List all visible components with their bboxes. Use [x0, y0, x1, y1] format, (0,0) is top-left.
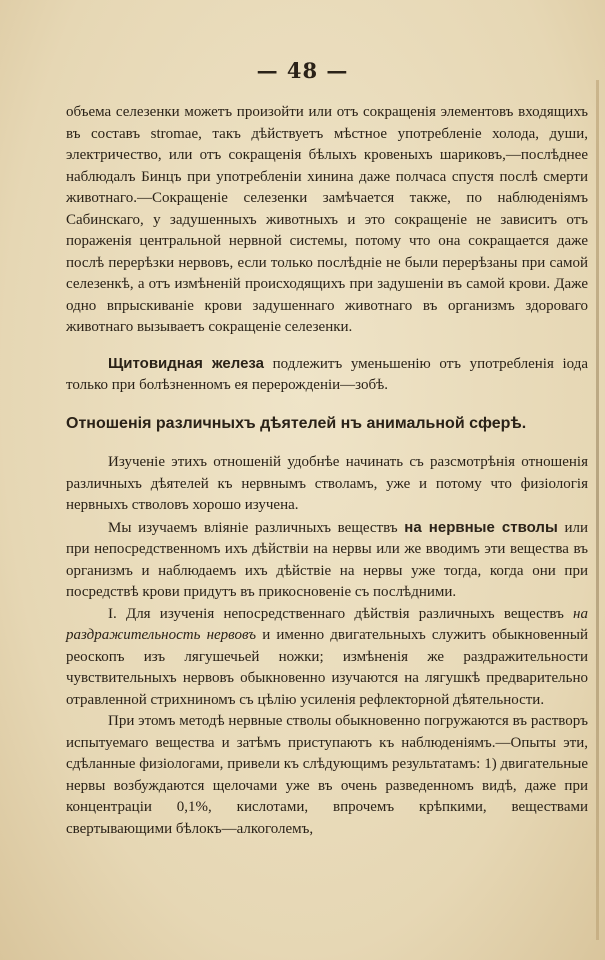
section-heading: Отношенія различныхъ дѣятелей нъ анимальной сферѣ.: [66, 414, 527, 432]
thyroid-text: подлежитъ уменьшенію отъ употребленія іода только при болѣзненномъ ея перерожденіи—зобѣ.: [66, 355, 588, 393]
paragraph-spleen: объема селезенки можетъ произойти или отъ сокращенія элементовъ входящихъ въ составъ stromae, такъ дѣйствуетъ мѣстное употребленіе холода, души, электричество, или отъ сокращенія бѣлыхъ кровеныхъ шариковъ,—послѣднее наблюдалъ Бинцъ при употребленіи хинина даже полчаса спустя послѣ смерти животнаго.—Сокращеніе селезенки замѣчается также, по наблюденіямъ Сабинскаго, у задушенныхъ животныхъ и это сокращеніе не зависитъ отъ пораженія центральной нервной системы, потому что она сокращается даже послѣ перерѣзки нервовъ, если только послѣдніе не были перерѣзаны при самой селезенкѣ, а отъ измѣненій происходящихъ при задушеніи въ самой крови. Даже одно впрыскиваніе крови задушеннаго животнаго въ организмъ здороваго животнаго вызываетъ сокращеніе селезенки.: [66, 104, 588, 335]
term-nerve-trunks: на нервные стволы: [404, 518, 558, 536]
irritability-text-start: I. Для изученія непосредственнаго дѣйствія различныхъ веществъ: [108, 605, 574, 622]
paragraph-method: При этомъ методѣ нервные стволы обыкновенно погружаются въ растворъ испытуемаго вещества и затѣмъ приступаютъ къ наблюденіямъ.—Опыты эти, сдѣланные физіологами, привели къ слѣдующимъ результатамъ: 1) двигательные нервы возбуждаются щелочами уже въ очень разведенномъ видѣ, даже при концентраціи 0,1%, кислотами, впрочемъ крѣпкими, веществами свертывающими бѣлокъ—алкоголемъ,: [66, 713, 588, 837]
nerve-text-start: Мы изучаемъ вліяніе различныхъ веществъ: [108, 519, 405, 536]
body-text: [66, 102, 588, 840]
paragraph-nerve-trunks: [66, 517, 588, 604]
page-edge-shadow: [596, 80, 599, 940]
term-thyroid: Щитовидная железа: [108, 354, 265, 372]
paragraph-thyroid: [66, 353, 588, 397]
paragraph-intro: Изученіе этихъ отношеній удобнѣе начинать съ разсмотрѣнія отношенія различныхъ дѣятелей къ нервнымъ стволамъ, уже и потому что физіологія нервныхъ стволовъ хорошо изучена.: [66, 454, 588, 513]
irritability-text-rest: и именно двигательныхъ служитъ обыкновенный реоскопъ изъ лягушечьей ножки; измѣненія же раздражительности чувствительныхъ нервовъ обыкновенно изучаются на лягушкѣ предварительно отравленной стрихниномъ съ цѣлію усиленія рефлекторной дѣятельности.: [66, 627, 588, 708]
paragraph-irritability: [66, 604, 588, 712]
page-number: — 48 —: [256, 58, 349, 83]
term-irritability: на раздражительность нервовъ: [66, 605, 588, 643]
nerve-text-rest: или при непосредственномъ ихъ дѣйствіи на нервы или же вводимъ эти вещества въ организмъ и наблюдаемъ ихъ дѣйствіе на нервы уже тогда, когда они при посредствѣ крови придутъ въ прикосновеніе съ послѣдними.: [66, 519, 589, 600]
